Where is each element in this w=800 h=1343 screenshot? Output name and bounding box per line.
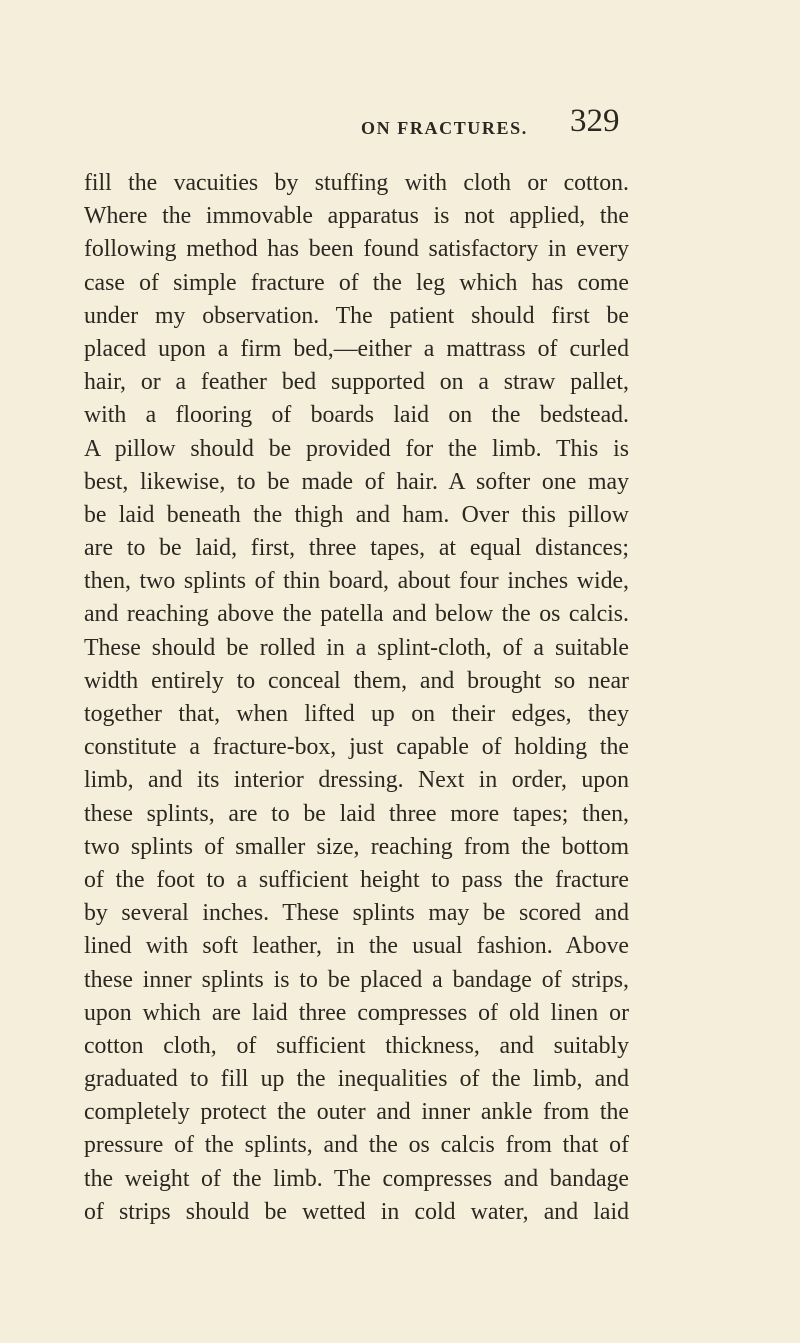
text-line: A pillow should be provided for the limb. This is: [84, 435, 629, 462]
text-line: and reaching above the patella and below the os calcis.: [84, 601, 629, 628]
text-line: hair, or a feather bed supported on a straw pallet,: [84, 369, 629, 396]
text-line: placed upon a firm bed,—either a mattrass of curled: [84, 335, 629, 362]
body-paragraph: [84, 167, 629, 1229]
page-number: 329: [570, 103, 620, 139]
text-line: These should be rolled in a splint-cloth, of a suitable: [84, 634, 629, 661]
text-line: these splints, are to be laid three more tapes; then,: [84, 800, 629, 827]
text-line: two splints of smaller size, reaching from the bottom: [84, 833, 629, 860]
text-line: upon which are laid three compresses of old linen or: [84, 999, 629, 1026]
text-line: fill the vacuities by stuffing with cloth or cotton.: [84, 170, 629, 196]
text-line: cotton cloth, of sufficient thickness, and suitably: [84, 1032, 629, 1059]
text-line: constitute a fracture-box, just capable of holding the: [84, 734, 629, 761]
text-line: completely protect the outer and inner ankle from the: [84, 1099, 629, 1126]
text-line: Where the immovable apparatus is not applied, the: [84, 203, 629, 230]
text-line: then, two splints of thin board, about four inches wide,: [84, 568, 629, 595]
text-line: best, likewise, to be made of hair. A softer one may: [84, 468, 629, 495]
text-line: under my observation. The patient should first be: [84, 302, 629, 329]
text-line: of the foot to a sufficient height to pass the fracture: [84, 866, 629, 893]
text-line: case of simple fracture of the leg which has come: [84, 269, 629, 296]
text-line: are to be laid, first, three tapes, at equal distances;: [84, 535, 629, 562]
text-line: following method has been found satisfactory in every: [84, 236, 629, 263]
text-line: these inner splints is to be placed a bandage of strips,: [84, 966, 629, 993]
text-line: the weight of the limb. The compresses and bandage: [84, 1165, 629, 1192]
text-line: limb, and its interior dressing. Next in order, upon: [84, 767, 629, 794]
text-line: together that, when lifted up on their edges, they: [84, 701, 629, 727]
text-line: be laid beneath the thigh and ham. Over this pillow: [84, 501, 629, 528]
text-line: pressure of the splints, and the os calcis from that of: [84, 1132, 629, 1159]
text-line: graduated to fill up the inequalities of the limb, and: [84, 1066, 629, 1093]
text-line: with a flooring of boards laid on the bedstead.: [84, 402, 629, 429]
text-line: lined with soft leather, in the usual fashion. Above: [84, 933, 629, 960]
text-line: of strips should be wetted in cold water, and laid: [84, 1198, 629, 1225]
text-line: width entirely to conceal them, and brought so near: [84, 667, 629, 694]
text-line: by several inches. These splints may be scored and: [84, 900, 629, 927]
running-head: [0, 100, 800, 150]
running-title: ON FRACTURES.: [361, 118, 528, 138]
